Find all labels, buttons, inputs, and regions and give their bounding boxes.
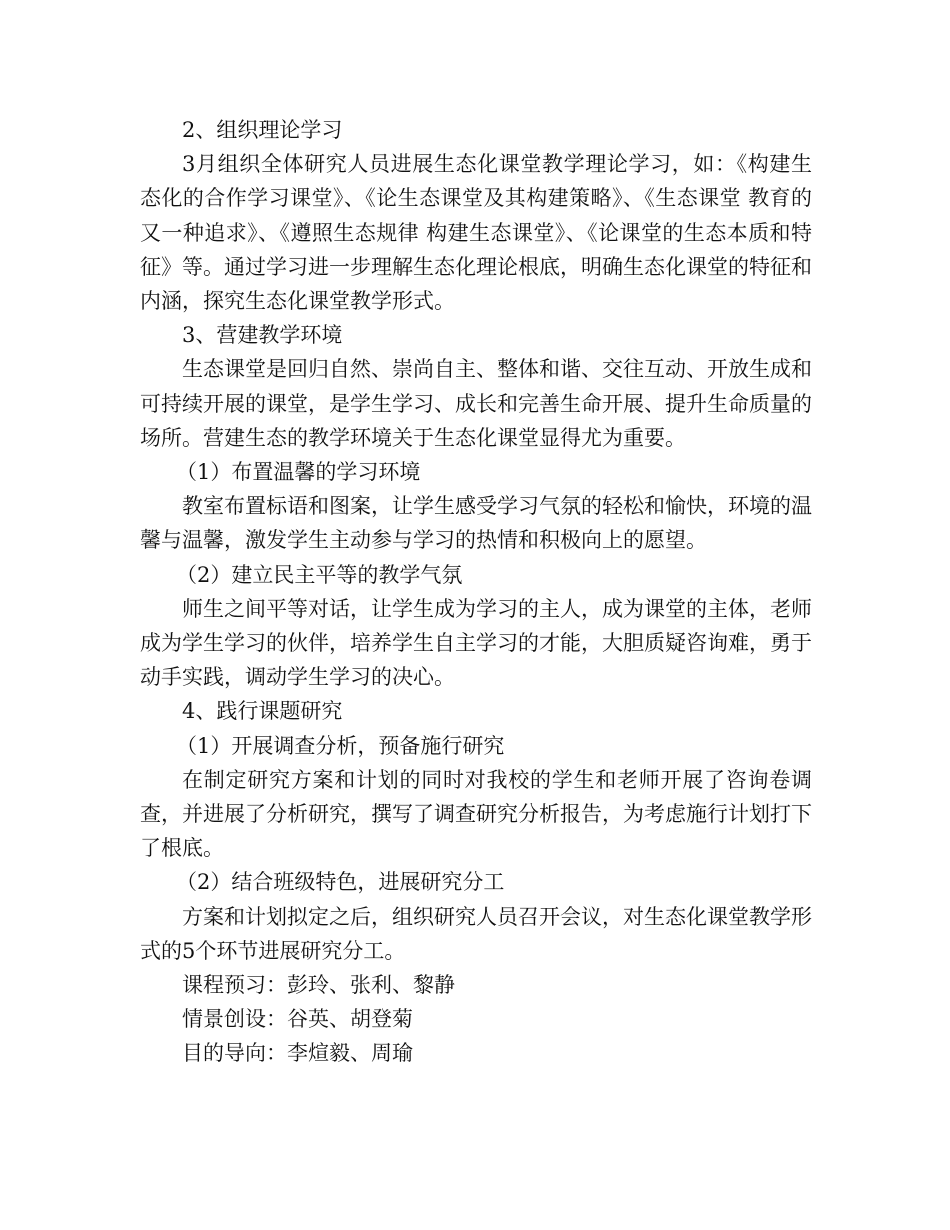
paragraph-classroom-layout: 教室布置标语和图案，让学生感受学习气氛的轻松和愉快，环境的温馨与温馨，激发学生主动参与学习的热情和积极向上的愿望。 — [140, 494, 812, 553]
paragraph-teacher-student-dialogue: 师生之间平等对话，让学生成为学习的主人，成为课堂的主体，老师成为学生学习的伙伴，培养学生自主学习的才能，大胆质疑咨询难，勇于动手实践，调动学生学习的决心。 — [140, 596, 812, 690]
document-body — [140, 113, 812, 1071]
paragraph-theory-study: 3月组织全体研究人员进展生态化课堂教学理论学习，如：《构建生态化的合作学习课堂》、《论生态课堂及其构建策略》、《生态课堂 教育的又一种追求》、《遵照生态规律 构建生态课堂》、《论课堂的生态本质和特征》等。通过学习进一步理解生态化理论根底，明确生态化课堂的特征和内涵，探究生态化课堂教学形式。 — [140, 152, 812, 314]
paragraph-questionnaire: 在制定研究方案和计划的同时对我校的学生和老师开展了咨询卷调查，并进展了分析研究，撰写了调查研究分析报告，为考虑施行计划打下了根底。 — [140, 767, 812, 861]
assignment-scenario: 情景创设：谷英、胡登菊 — [182, 1007, 413, 1032]
section-heading-2: 2、组织理论学习 — [182, 118, 343, 142]
assignment-goal: 目的导向：李煊毅、周瑜 — [182, 1041, 413, 1066]
section-heading-3: 3、营建教学环境 — [182, 323, 343, 348]
section-heading-4: 4、践行课题研究 — [182, 699, 343, 724]
paragraph-eco-classroom: 生态课堂是回归自然、崇尚自主、整体和谐、交往互动、开放生成和可持续开展的课堂，是学生学习、成长和完善生命开展、提升生命质量的场所。营建生态的教学环境关于生态化课堂显得尤为重要。 — [140, 357, 812, 450]
subheading-democratic-atmosphere: （2）建立民主平等的教学气氛 — [176, 562, 463, 587]
subheading-learning-environment: （1）布置温馨的学习环境 — [176, 460, 421, 485]
paragraph-meeting: 方案和计划拟定之后，组织研究人员召开会议，对生态化课堂教学形式的5个环节进展研究分工。 — [140, 904, 812, 963]
subheading-research-division: （2）结合班级特色，进展研究分工 — [176, 870, 505, 895]
subheading-survey-analysis: （1）开展调查分析，预备施行研究 — [176, 733, 505, 758]
assignment-preview: 课程预习：彭玲、张利、黎静 — [182, 973, 455, 998]
